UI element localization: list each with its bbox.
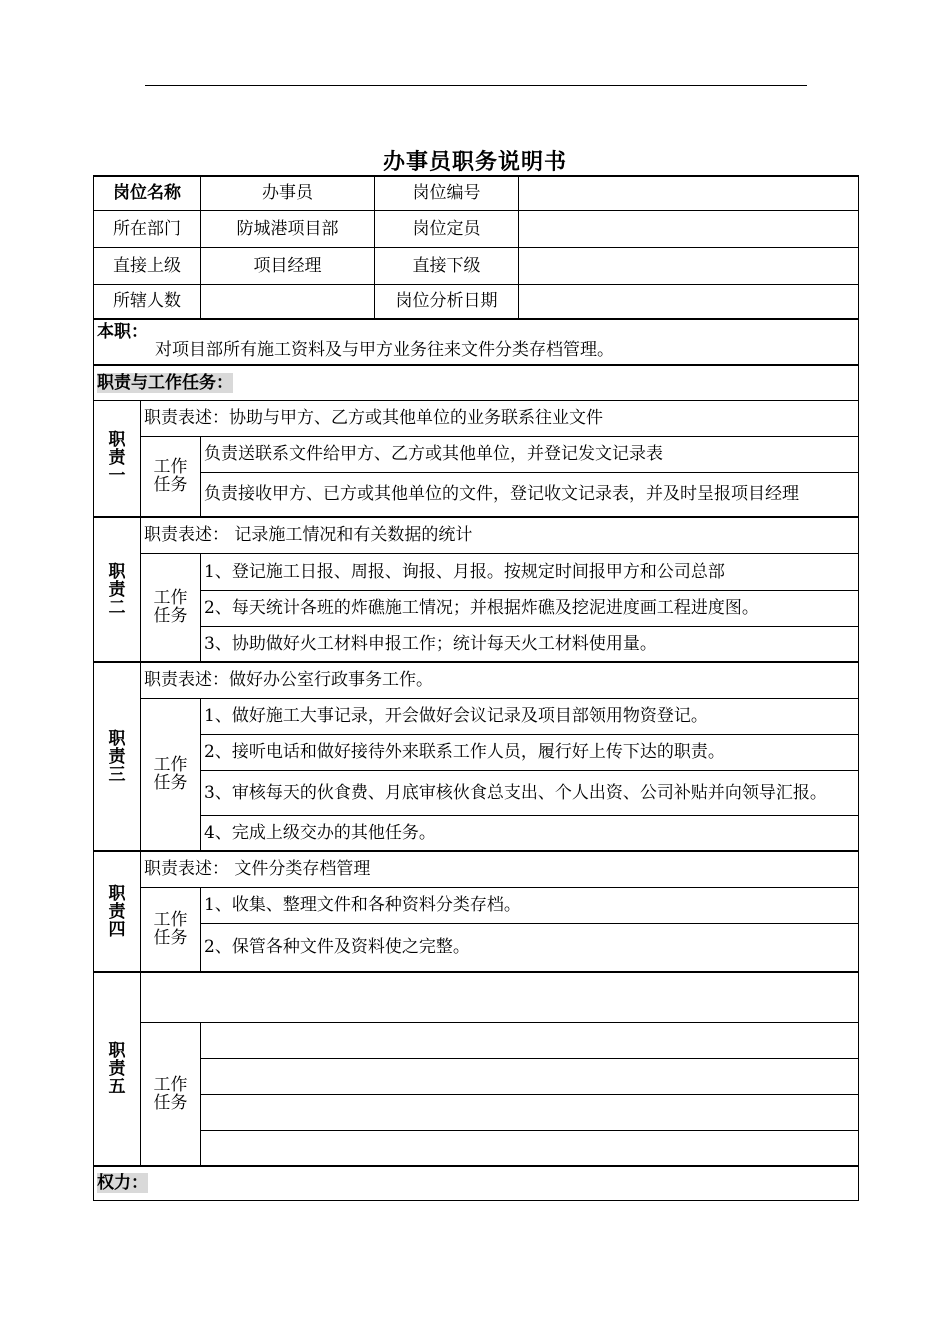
duty-label-2 <box>94 517 141 662</box>
duty-5-task-2 <box>201 1058 859 1094</box>
task-label-2-text: 工作任务 <box>153 588 188 627</box>
job-description-table <box>93 175 859 1201</box>
duty-description-5 <box>141 972 859 1022</box>
duty-label-2-text: 职责二 <box>108 561 126 618</box>
managed-count-value <box>201 284 375 319</box>
task-label-3 <box>141 698 201 851</box>
supervisor-value: 项目经理 <box>201 247 375 284</box>
task-label-5-text: 工作任务 <box>153 1074 188 1113</box>
task-label-1 <box>141 436 201 517</box>
duties-header <box>94 365 859 400</box>
duty-description-2: 职责表述： 记录施工情况和有关数据的统计 <box>141 517 859 553</box>
subordinate-label: 直接下级 <box>375 247 519 284</box>
duty-1-task-2: 负责接收甲方、已方或其他单位的文件，登记收文记录表，并及时呈报项目经理 <box>201 472 859 517</box>
mission-label: 本职： <box>97 323 855 341</box>
duty-1-task-1: 负责送联系文件给甲方、乙方或其他单位，并登记发文记录表 <box>201 436 859 472</box>
duty-3-task-1: 1、做好施工大事记录，开会做好会议记录及项目部领用物资登记。 <box>201 698 859 734</box>
duty-2-task-2: 2、每天统计各班的炸礁施工情况；并根据炸礁及挖泥进度画工程进度图。 <box>201 590 859 626</box>
task-label-4 <box>141 887 201 972</box>
duty-label-1-text: 职责一 <box>108 430 126 487</box>
duty-3-task-3: 3、审核每天的伙食费、月底审核伙食总支出、个人出资、公司补贴并向领导汇报。 <box>201 770 859 815</box>
duty-2-task-1: 1、登记施工日报、周报、询报、月报。按规定时间报甲方和公司总部 <box>201 553 859 590</box>
document-title: 办事员职务说明书 <box>382 149 567 175</box>
position-code-label: 岗位编号 <box>375 176 519 210</box>
department-value: 防城港项目部 <box>201 210 375 247</box>
authority-row <box>94 1166 859 1200</box>
position-name-value: 办事员 <box>201 176 375 210</box>
duty-label-3-text: 职责三 <box>108 728 126 785</box>
mission-text: 对项目部所有施工资料及与甲方业务往来文件分类存档管理。 <box>155 340 614 360</box>
duty-4-task-1: 1、收集、整理文件和各种资料分类存档。 <box>201 887 859 923</box>
analysis-date-label: 岗位分析日期 <box>375 284 519 319</box>
task-label-5 <box>141 1022 201 1166</box>
supervisor-label: 直接上级 <box>94 247 201 284</box>
position-code-value <box>519 176 859 210</box>
duty-5-task-3 <box>201 1094 859 1130</box>
duty-label-5 <box>94 972 141 1166</box>
duty-2-task-3: 3、协助做好火工材料申报工作；统计每天火工材料使用量。 <box>201 626 859 662</box>
authority-label: 权力： <box>97 1173 148 1194</box>
duty-3-task-4: 4、完成上级交办的其他任务。 <box>201 815 859 851</box>
managed-count-label: 所辖人数 <box>94 284 201 319</box>
duty-5-task-4 <box>201 1130 859 1166</box>
headcount-label: 岗位定员 <box>375 210 519 247</box>
duty-description-3: 职责表述：做好办公室行政事务工作。 <box>141 662 859 698</box>
duty-3-task-2: 2、接听电话和做好接待外来联系工作人员，履行好上传下达的职责。 <box>201 734 859 770</box>
duty-label-1 <box>94 400 141 517</box>
task-label-4-text: 工作任务 <box>153 910 188 949</box>
subordinate-value <box>519 247 859 284</box>
duty-label-3 <box>94 662 141 851</box>
position-name-label: 岗位名称 <box>94 176 201 210</box>
task-label-1-text: 工作任务 <box>153 457 188 496</box>
headcount-value <box>519 210 859 247</box>
mission-cell <box>94 319 859 365</box>
duty-description-4: 职责表述： 文件分类存档管理 <box>141 851 859 887</box>
duty-5-task-1 <box>201 1022 859 1058</box>
duty-label-4 <box>94 851 141 972</box>
duty-label-4-text: 职责四 <box>108 883 126 940</box>
department-label: 所在部门 <box>94 210 201 247</box>
duty-description-1: 职责表述：协助与甲方、乙方或其他单位的业务联系往业文件 <box>141 400 859 436</box>
duties-header-label: 职责与工作任务： <box>97 372 233 393</box>
task-label-2 <box>141 553 201 662</box>
task-label-3-text: 工作任务 <box>153 755 188 794</box>
duty-label-5-text: 职责五 <box>108 1041 126 1097</box>
duty-4-task-2: 2、保管各种文件及资料使之完整。 <box>201 923 859 972</box>
analysis-date-value <box>519 284 859 319</box>
header-rule <box>145 85 807 86</box>
